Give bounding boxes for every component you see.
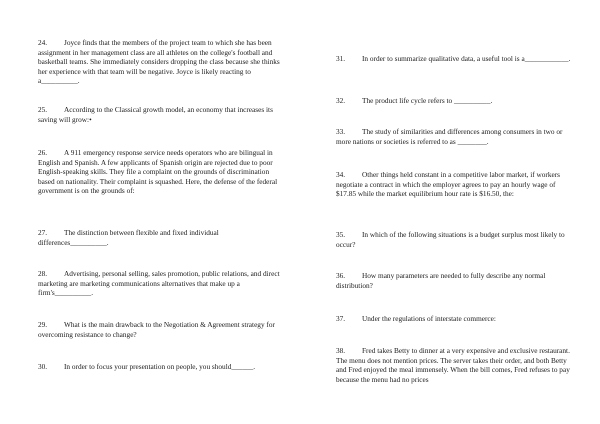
question-32: 32. The product life cycle refers to __________. (336, 96, 493, 105)
question-34: 34. Other things held constant in a competitive labor market, if workers negotiate a contract in which the employer agrees to pay an hourly wage of $17.85 while the market equilibrium hour rate is $16.50, the: (336, 170, 560, 199)
question-38: 38. Fred takes Betty to dinner at a very expensive and exclusive restaurant. The menu does not mention prices. The server takes their order, and both Betty and Fred enjoyed the meal immensely. When the bill comes, Fred refuses to pay because the menu had no prices (336, 346, 570, 384)
question-36: 36. How many parameters are needed to fully describe any normal distribution? (336, 271, 546, 290)
question-35: 35. In which of the following situations is a budget surplus most likely to occur? (336, 230, 565, 249)
question-24: 24. Joyce finds that the members of the project team to which she has been assignment in her management class are all athletes on the college's football and basketball teams. She immediately considers dropping the class because she thinks her experience with that team will be negative. Joyce is likely reacting to a__________. (38, 38, 280, 86)
question-33: 33. The study of similarities and differences among consumers in two or more nations or societies is referred to as ________. (336, 127, 563, 146)
question-28: 28. Advertising, personal selling, sales promotion, public relations, and direct marketing are marketing communications alternatives that make up a firm's__________. (38, 269, 280, 298)
question-30: 30. In order to focus your presentation on people, you should______. (38, 362, 256, 371)
question-31: 31. In order to summarize qualitative data, a useful tool is a____________. (336, 54, 571, 63)
question-29: 29. What is the main drawback to the Negotiation & Agreement strategy for overcoming resistance to change? (38, 320, 275, 339)
question-25: 25. According to the Classical growth model, an economy that increases its saving will grow:• (38, 105, 273, 124)
question-26: 26. A 911 emergency response service needs operators who are bilingual in English and Spanish. A few applicants of Spanish origin are rejected due to poor English-speaking skills. They file a complaint on the grounds of discrimination based on nationality. Their complaint is squashed. Here, the defense of the federal government is on the grounds of: (38, 148, 278, 196)
question-37: 37. Under the regulations of interstate commerce: (336, 314, 496, 323)
question-27: 27. The distinction between flexible and fixed individual differences__________. (38, 228, 219, 247)
